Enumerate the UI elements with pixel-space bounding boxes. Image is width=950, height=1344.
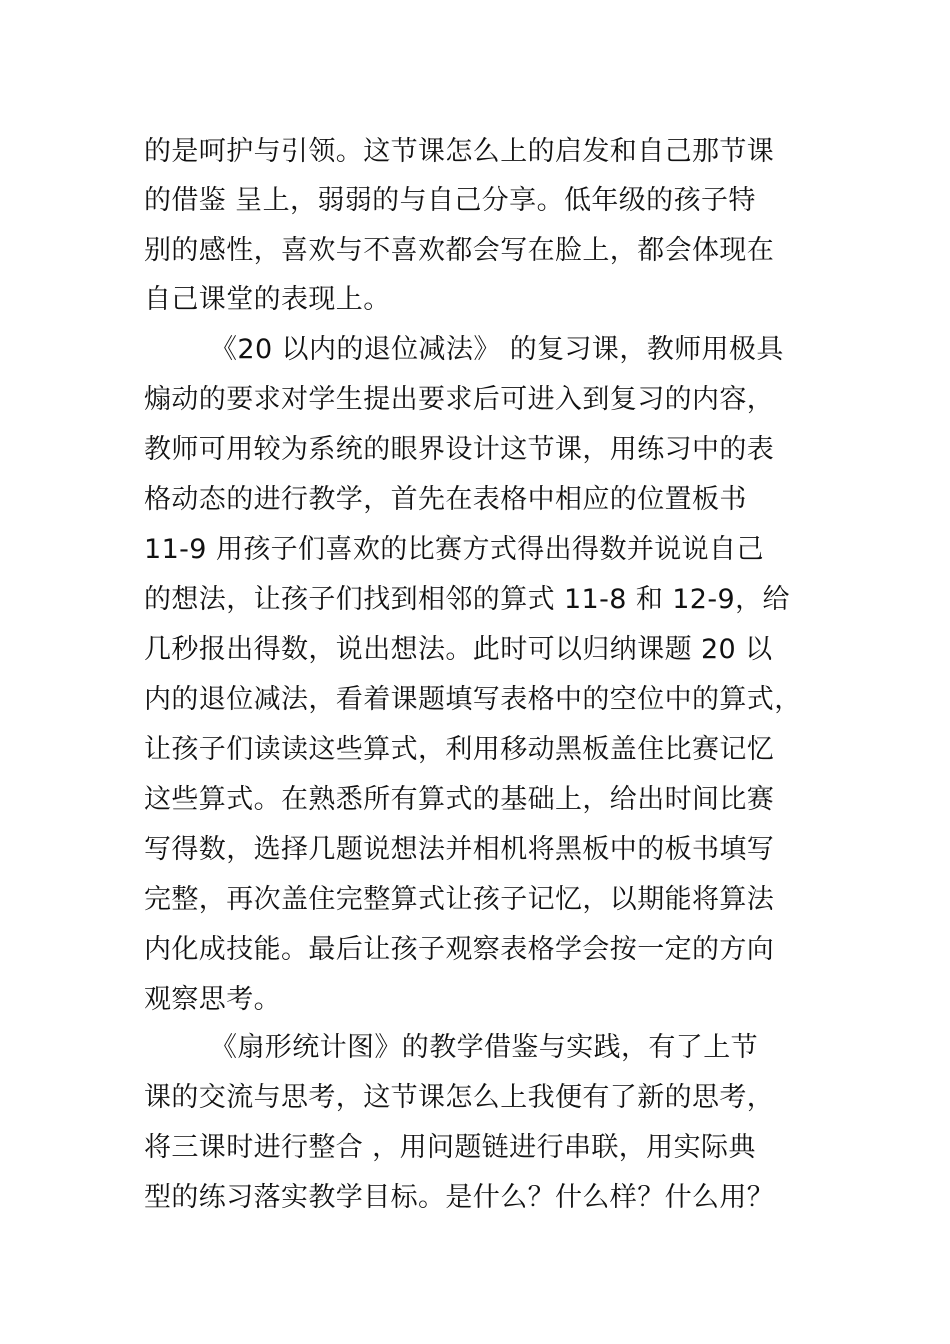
paragraph-start-line: 《扇形统计图》的教学借鉴与实践，有了上节 bbox=[210, 1032, 758, 1063]
text-line: 将三课时进行整合 ，用问题链进行串联，用实际典 bbox=[144, 1132, 756, 1163]
text-line: 观察思考。 bbox=[144, 984, 281, 1015]
text-line: 的是呵护与引领。这节课怎么上的启发和自己那节课 bbox=[144, 136, 775, 167]
text-line: 11-9 用孩子们喜欢的比赛方式得出得数并说说自己 bbox=[144, 534, 764, 565]
text-line: 煽动的要求对学生提出要求后可进入到复习的内容， bbox=[144, 384, 775, 415]
text-line: 内化成技能。最后让孩子观察表格学会按一定的方向 bbox=[144, 934, 775, 965]
text-line: 内的退位减法，看着课题填写表格中的空位中的算式， bbox=[144, 684, 802, 715]
text-line: 的借鉴 呈上，弱弱的与自己分享。低年级的孩子特 bbox=[144, 185, 756, 216]
text-line: 格动态的进行教学，首先在表格中相应的位置板书 bbox=[144, 484, 747, 515]
text-line: 自己课堂的表现上。 bbox=[144, 284, 391, 315]
text-line: 型的练习落实教学目标。是什么？什么样？什么用？ bbox=[144, 1182, 775, 1213]
text-line: 几秒报出得数，说出想法。此时可以归纳课题 20 以 bbox=[144, 634, 773, 665]
text-line: 这些算式。在熟悉所有算式的基础上，给出时间比赛 bbox=[144, 784, 775, 815]
text-line: 教师可用较为系统的眼界设计这节课，用练习中的表 bbox=[144, 434, 775, 465]
paragraph-start-line: 《20 以内的退位减法》 的复习课，教师用极具 bbox=[210, 334, 784, 365]
text-line: 写得数，选择几题说想法并相机将黑板中的板书填写 bbox=[144, 834, 775, 865]
text-line: 让孩子们读读这些算式，利用移动黑板盖住比赛记忆 bbox=[144, 734, 775, 765]
text-line: 的想法，让孩子们找到相邻的算式 11-8 和 12-9，给 bbox=[144, 584, 790, 615]
text-line: 别的感性，喜欢与不喜欢都会写在脸上，都会体现在 bbox=[144, 235, 775, 266]
text-line: 完整，再次盖住完整算式让孩子记忆，以期能将算法 bbox=[144, 884, 775, 915]
text-line: 课的交流与思考，这节课怎么上我便有了新的思考， bbox=[144, 1082, 775, 1113]
